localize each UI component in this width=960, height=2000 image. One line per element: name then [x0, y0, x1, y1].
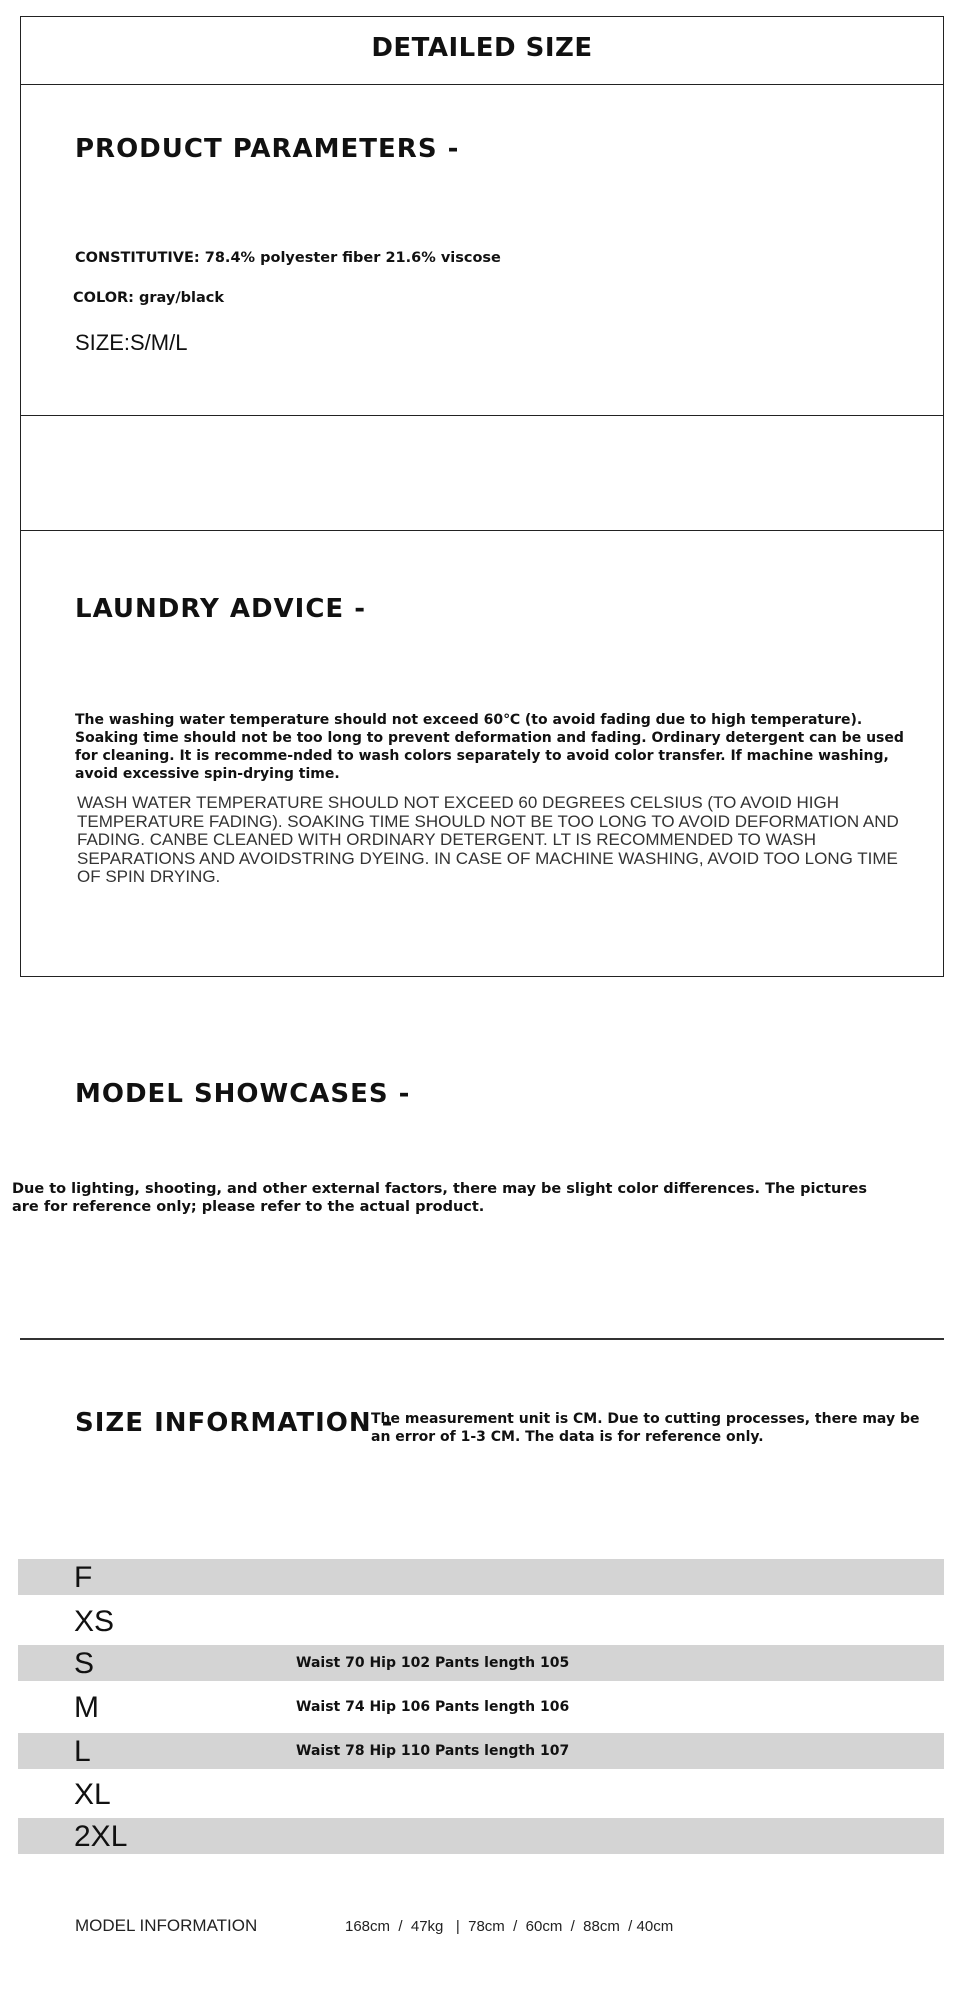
size-value: Waist 78 Hip 110 Pants length 107 [296, 1743, 570, 1759]
size-label: XS [74, 1605, 115, 1638]
laundry-heading: LAUNDRY ADVICE - [75, 594, 367, 624]
size-value: Waist 74 Hip 106 Pants length 106 [296, 1699, 570, 1715]
model-information-values: 168cm / 47kg | 78cm / 60cm / 88cm / 40cm [345, 1918, 674, 1935]
laundry-text-bold: The washing water temperature should not exceed 60℃ (to avoid fading due to high temperature). Soaking time should not be too long to prevent deformation and fading. Ordinary detergent can be used for cleaning. It is recomme-nded to wash colors separately to avoid color transfer. If machine washing, avoid excessive spin-drying time. [75, 712, 904, 782]
size-information-heading: SIZE INFORMATION - [75, 1408, 394, 1438]
size-row-f [18, 1559, 944, 1595]
section-divider [20, 1338, 944, 1340]
size-label: F [74, 1561, 93, 1594]
size-label: M [74, 1691, 99, 1724]
size-row-s [18, 1645, 944, 1681]
product-parameters-heading: PRODUCT PARAMETERS - [75, 134, 460, 164]
page-title: DETAILED SIZE [371, 33, 593, 63]
size-row-m [18, 1689, 944, 1725]
size-row-xs [18, 1603, 944, 1639]
size-row-2xl [18, 1818, 944, 1854]
color-text: COLOR: gray/black [73, 290, 225, 306]
size-text: SIZE:S/M/L [75, 330, 188, 355]
size-label: XL [74, 1778, 111, 1811]
constitutive-text: CONSTITUTIVE: 78.4% polyester fiber 21.6% viscose [75, 250, 501, 266]
laundry-text-caps: WASH WATER TEMPERATURE SHOULD NOT EXCEED 60 DEGREES CELSIUS (TO AVOID HIGH TEMPERATURE FADING). SOAKING TIME SHOULD NOT BE TOO LONG TO AVOID DEFORMATION AND FADING. CANBE CLEANED WITH ORDINARY DETERGENT. LT IS RECOMMENDED TO WASH SEPARATIONS AND AVOIDSTRING DYEING. IN CASE OF MACHINE WASHING, AVOID TOO LONG TIME OF SPIN DRYING. [77, 793, 899, 886]
size-label: S [74, 1647, 95, 1680]
size-row-l [18, 1733, 944, 1769]
model-information-label: MODEL INFORMATION [75, 1916, 258, 1935]
spacer-box [20, 415, 944, 531]
model-showcases-heading: MODEL SHOWCASES - [75, 1079, 411, 1109]
size-row-xl [18, 1776, 944, 1812]
size-label: L [74, 1735, 91, 1768]
size-information-note: The measurement unit is CM. Due to cutting processes, there may be an error of 1-3 CM. The data is for reference only. [371, 1411, 920, 1445]
model-showcases-disclaimer: Due to lighting, shooting, and other external factors, there may be slight color differences. The pictures are for reference only; please refer to the actual product. [12, 1181, 867, 1215]
header-box [20, 16, 944, 85]
size-value: Waist 70 Hip 102 Pants length 105 [296, 1655, 570, 1671]
size-label: 2XL [74, 1820, 128, 1853]
